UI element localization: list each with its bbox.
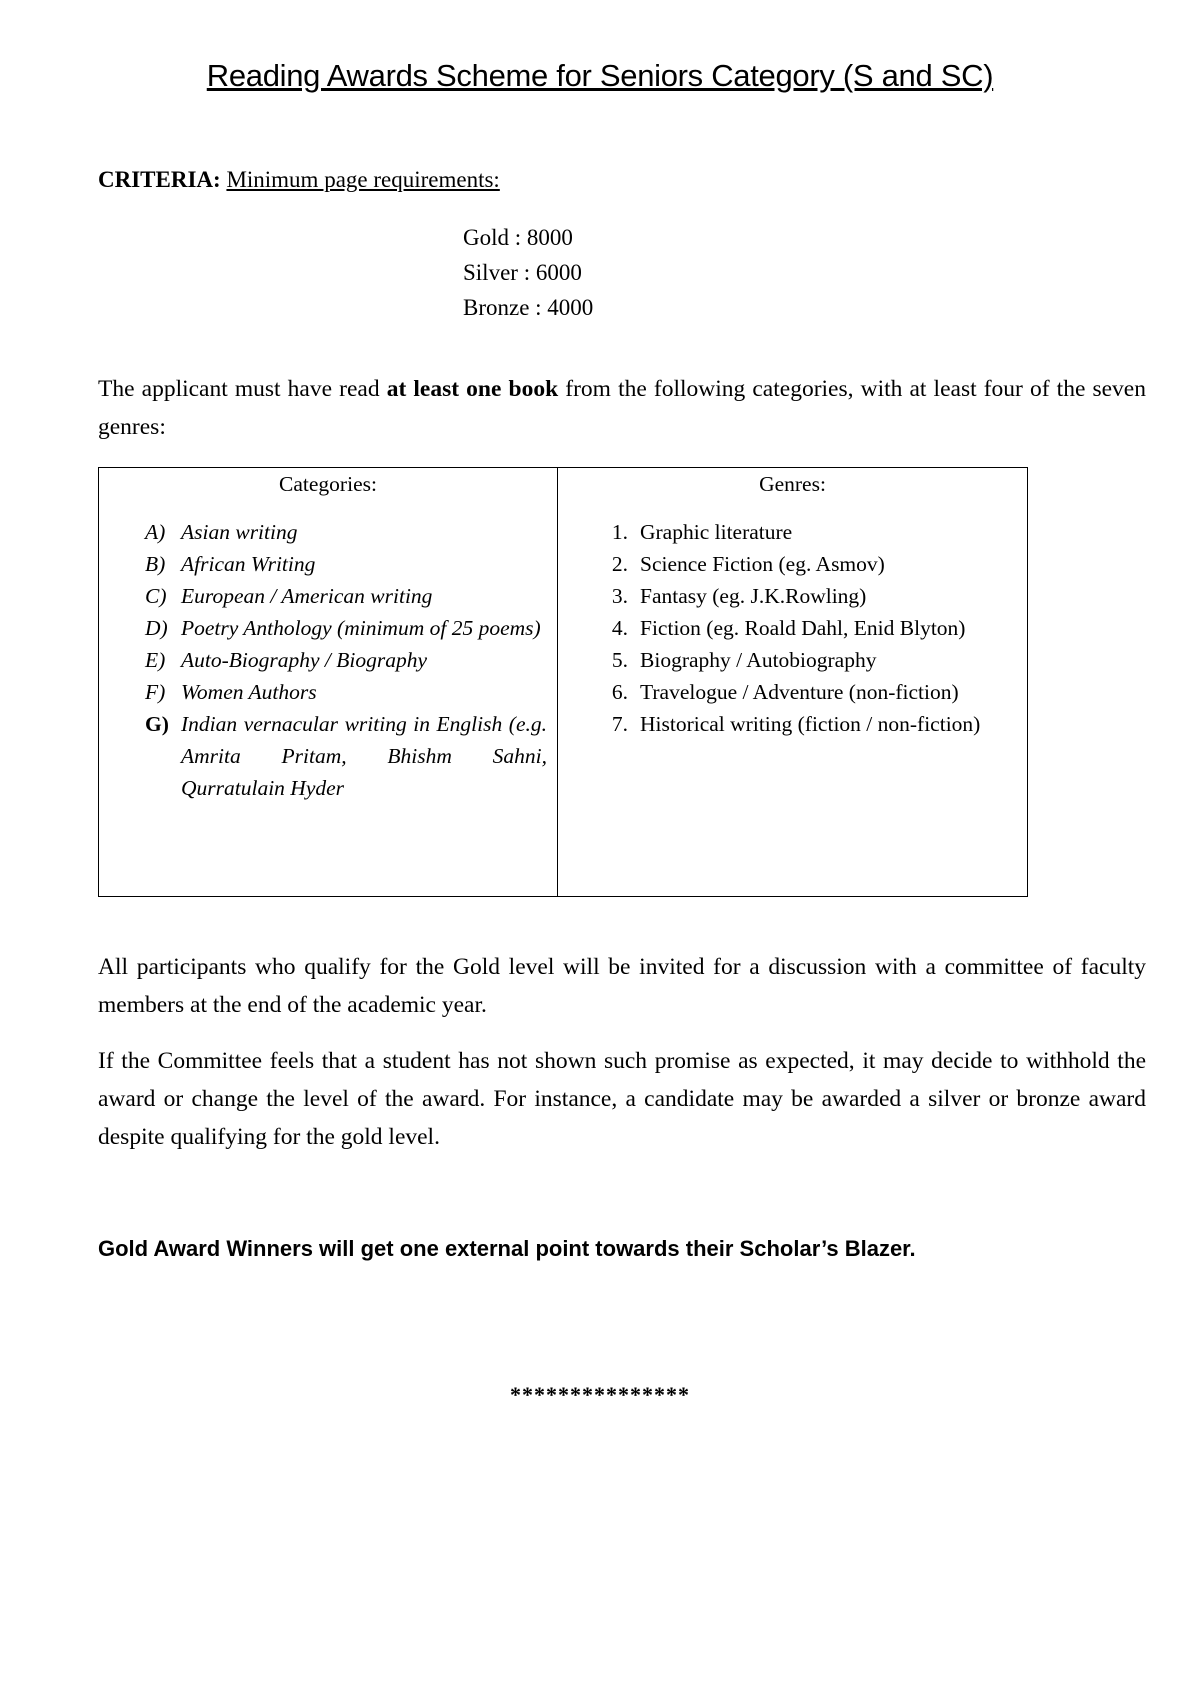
category-label: B): [145, 552, 166, 576]
category-label: C): [145, 584, 167, 608]
genre-number: 4.: [611, 616, 628, 640]
category-label: F): [145, 680, 166, 704]
category-item: [99, 708, 557, 804]
genre-number: 3.: [611, 584, 628, 608]
genre-number: 7.: [611, 712, 628, 736]
genres-cell: [558, 468, 1028, 897]
category-text: Poetry Anthology (minimum of 25 poems): [181, 616, 541, 640]
categories-cell: [99, 468, 558, 897]
genre-number: 6.: [611, 680, 628, 704]
category-text: Asian writing: [181, 520, 298, 544]
genre-item: [558, 644, 1027, 676]
document-title: Reading Awards Scheme for Seniors Category (S and SC): [206, 58, 994, 93]
category-label: G): [145, 712, 169, 736]
level-silver: Silver : 6000: [463, 260, 582, 285]
category-item: [99, 580, 557, 612]
intro-bold: at least one book: [386, 376, 559, 402]
genre-item: [558, 708, 1027, 740]
genre-item: [558, 676, 1027, 708]
level-gold: Gold : 8000: [463, 225, 573, 250]
criteria-text: Minimum page requirements:: [226, 167, 500, 192]
intro-paragraph: [98, 370, 1146, 446]
category-item: [99, 516, 557, 548]
genre-text: Graphic literature: [640, 520, 793, 544]
intro-after: from the following categories, with at least four of the seven genres:: [98, 376, 1146, 440]
genre-item: [558, 516, 1027, 548]
category-text: African Writing: [181, 552, 316, 576]
genre-text: Travelogue / Adventure (non-fiction): [640, 680, 959, 704]
genre-item: [558, 580, 1027, 612]
category-item: [99, 548, 557, 580]
category-text: Women Authors: [181, 680, 317, 704]
category-text: Indian vernacular writing in English (e.g. Amrita Pritam, Bhishm Sahni, Qurratulain Hyder: [181, 712, 547, 800]
genre-text: Historical writing (fiction / non-fiction): [640, 712, 981, 736]
genre-text: Biography / Autobiography: [640, 648, 877, 672]
genre-number: 5.: [611, 648, 628, 672]
genre-item: [558, 548, 1027, 580]
award-levels: [463, 220, 593, 325]
genre-number: 2.: [611, 552, 628, 576]
genres-header: Genres:: [759, 472, 826, 496]
gold-award-note: Gold Award Winners will get one external point towards their Scholar’s Blazer.: [98, 1236, 916, 1261]
committee-paragraph: If the Committee feels that a student has not shown such promise as expected, it may decide to withhold the award or change the level of the award. For instance, a candidate may be awarded a silver or bronze award despite qualifying for the gold level.: [98, 1048, 1146, 1150]
criteria-line: [98, 167, 500, 193]
gold-discussion-paragraph: All participants who qualify for the Gold level will be invited for a discussion with a committee of faculty members at the end of the academic year.: [98, 954, 1146, 1018]
category-label: D): [145, 616, 168, 640]
category-text: European / American writing: [181, 584, 433, 608]
category-item: [99, 676, 557, 708]
genre-number: 1.: [611, 520, 628, 544]
categories-genres-table: [98, 467, 1028, 897]
category-label: A): [145, 520, 166, 544]
genre-text: Fantasy (eg. J.K.Rowling): [640, 584, 867, 608]
categories-header: Categories:: [279, 472, 377, 496]
genres-list: [558, 516, 1027, 740]
separator-stars: ***************: [510, 1382, 690, 1407]
category-label: E): [145, 648, 166, 672]
category-item: [99, 612, 557, 644]
criteria-label: CRITERIA:: [98, 167, 221, 192]
level-bronze: Bronze : 4000: [463, 295, 594, 320]
genre-text: Fiction (eg. Roald Dahl, Enid Blyton): [640, 616, 966, 640]
category-item: [99, 644, 557, 676]
category-text: Auto-Biography / Biography: [181, 648, 428, 672]
genre-item: [558, 612, 1027, 644]
genre-text: Science Fiction (eg. Asmov): [640, 552, 885, 576]
intro-before: The applicant must have read: [98, 376, 387, 402]
categories-list: [99, 516, 557, 804]
